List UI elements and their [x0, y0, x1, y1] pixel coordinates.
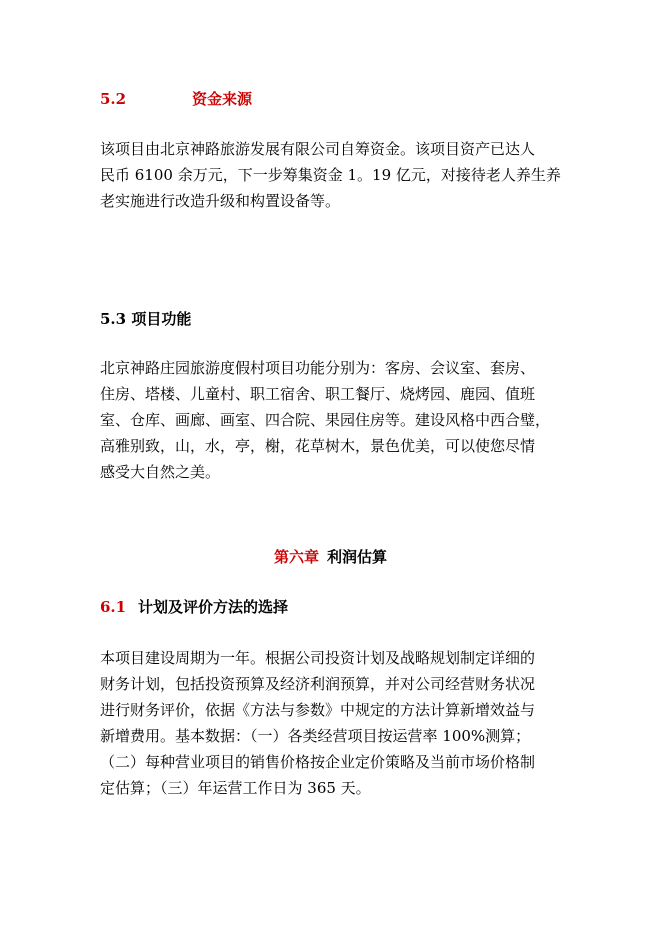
paragraph-line: 北京神路庄园旅游度假村项目功能分别为：客房、会议室、套房、 — [100, 359, 536, 377]
paragraph-line: 感受大自然之美。 — [100, 463, 221, 481]
section-6-1-number: 6.1 — [100, 598, 127, 616]
section-6-1-title: 计划及评价方法的选择 — [138, 598, 289, 616]
section-5-2-paragraph — [100, 136, 570, 214]
section-5-3-title: 5.3 项目功能 — [100, 310, 192, 328]
paragraph-line: （二）每种营业项目的销售价格按企业定价策略及当前市场价格制 — [100, 753, 536, 771]
paragraph-line: 进行财务评价，依据《方法与参数》中规定的方法计算新增效益与 — [100, 701, 536, 719]
paragraph-line: 民币 6100 余万元，下一步筹集资金 1。19 亿元，对接待老人养生养 — [100, 166, 561, 184]
paragraph-line: 高雅别致，山，水，亭，榭，花草树木，景色优美，可以使您尽情 — [100, 437, 536, 455]
chapter-6-title: 利润估算 — [327, 548, 388, 566]
chapter-6-label: 第六章 — [274, 548, 320, 566]
paragraph-line: 住房、塔楼、儿童村、职工宿舍、职工餐厅、烧烤园、鹿园、值班 — [100, 385, 536, 403]
paragraph-line: 新增费用。基本数据：（一）各类经营项目按运营率 100%测算； — [100, 727, 531, 745]
paragraph-line: 该项目由北京神路旅游发展有限公司自筹资金。该项目资产已达人 — [100, 140, 536, 158]
section-5-2-title: 资金来源 — [192, 90, 253, 108]
paragraph-line: 定估算；（三）年运营工作日为 365 天。 — [100, 779, 371, 797]
paragraph-line: 室、仓库、画廊、画室、四合院、果园住房等。建设风格中西合璧， — [100, 411, 551, 429]
section-5-3-paragraph — [100, 355, 570, 485]
section-6-1-paragraph — [100, 645, 570, 801]
paragraph-line: 财务计划，包括投资预算及经济利润预算，并对公司经营财务状况 — [100, 675, 536, 693]
section-5-2-number: 5.2 — [100, 90, 127, 108]
paragraph-line: 老实施进行改造升级和构置设备等。 — [100, 192, 341, 210]
paragraph-line: 本项目建设周期为一年。根据公司投资计划及战略规划制定详细的 — [100, 649, 536, 667]
chapter-6-heading — [274, 547, 387, 567]
